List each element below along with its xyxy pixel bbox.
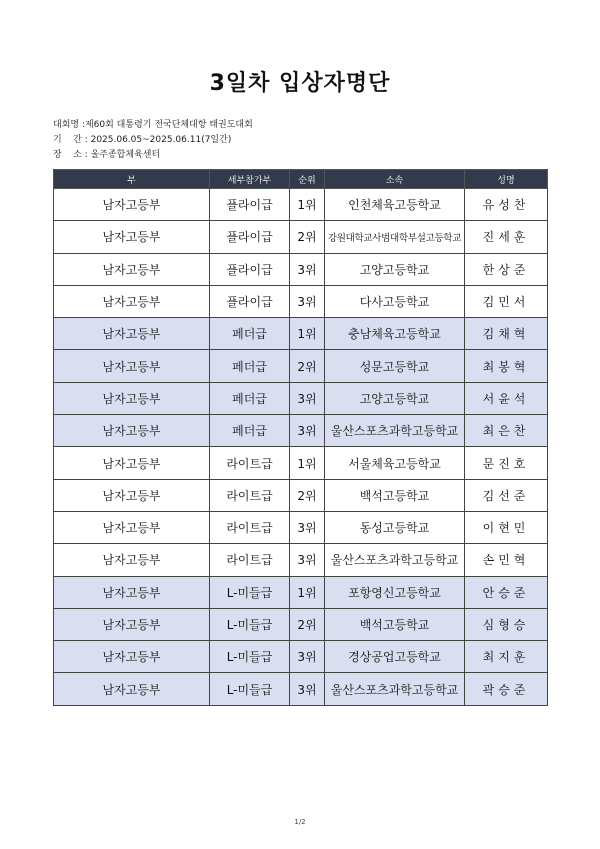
cell-school: 서울체육고등학교 [325,447,465,479]
table-row [54,350,548,382]
cell-division: 남자고등부 [54,350,210,382]
cell-weight: 플라이급 [210,253,290,285]
cell-rank: 1위 [290,447,325,479]
cell-school: 백석고등학교 [325,608,465,640]
cell-weight: 페더급 [210,318,290,350]
table-row [54,576,548,608]
cell-school: 인천체육고등학교 [325,189,465,221]
table-header-row [54,170,548,189]
cell-weight: 페더급 [210,415,290,447]
cell-rank: 1위 [290,576,325,608]
table-row [54,511,548,543]
cell-name: 최은찬 [465,415,548,447]
cell-division: 남자고등부 [54,479,210,511]
cell-weight: 라이트급 [210,447,290,479]
cell-name: 최봉혁 [465,350,548,382]
table-row [54,415,548,447]
cell-rank: 3위 [290,511,325,543]
cell-name: 김채혁 [465,318,548,350]
cell-name: 곽승준 [465,673,548,705]
cell-name: 손민혁 [465,544,548,576]
cell-rank: 2위 [290,479,325,511]
cell-name: 문진호 [465,447,548,479]
cell-name: 김민서 [465,285,548,317]
page-number: 1/2 [294,818,306,826]
cell-weight: L-미들급 [210,673,290,705]
cell-division: 남자고등부 [54,318,210,350]
event-label: 대회명 : [53,120,85,130]
cell-school: 동성고등학교 [325,511,465,543]
cell-division: 남자고등부 [54,415,210,447]
table-row [54,608,548,640]
cell-division: 남자고등부 [54,382,210,414]
cell-name: 김선준 [465,479,548,511]
cell-school: 포항영신고등학교 [325,576,465,608]
cell-weight: 라이트급 [210,544,290,576]
page-title: 3일차 입상자명단 [209,71,391,96]
cell-rank: 1위 [290,318,325,350]
cell-weight: 플라이급 [210,221,290,253]
table-row [54,544,548,576]
cell-school: 울산스포츠과학고등학교 [325,673,465,705]
cell-weight: 플라이급 [210,285,290,317]
table-row [54,318,548,350]
header-division: 부 [54,170,210,189]
cell-rank: 3위 [290,285,325,317]
cell-school: 고양고등학교 [325,253,465,285]
cell-name: 진세훈 [465,221,548,253]
cell-rank: 3위 [290,382,325,414]
cell-weight: 라이트급 [210,479,290,511]
cell-division: 남자고등부 [54,608,210,640]
cell-division: 남자고등부 [54,253,210,285]
cell-weight: L-미들급 [210,576,290,608]
cell-division: 남자고등부 [54,221,210,253]
cell-division: 남자고등부 [54,641,210,673]
cell-name: 심형승 [465,608,548,640]
cell-rank: 3위 [290,253,325,285]
header-name: 성명 [465,170,548,189]
cell-rank: 2위 [290,608,325,640]
cell-school: 충남체육고등학교 [325,318,465,350]
event-value: 제60회 대통령기 전국단체대항 태권도대회 [84,120,253,130]
header-school: 소속 [325,170,465,189]
period-value: 2025.06.05~2025.06.11(7일간) [90,135,232,145]
header-rank: 순위 [290,170,325,189]
cell-name: 한상준 [465,253,548,285]
cell-rank: 3위 [290,415,325,447]
cell-rank: 2위 [290,221,325,253]
cell-weight: 페더급 [210,350,290,382]
cell-name: 최지훈 [465,641,548,673]
header-weight: 세부참가부 [210,170,290,189]
table-row [54,221,548,253]
cell-school: 울산스포츠과학고등학교 [325,415,465,447]
table-row [54,479,548,511]
cell-division: 남자고등부 [54,447,210,479]
cell-division: 남자고등부 [54,673,210,705]
cell-school: 백석고등학교 [325,479,465,511]
cell-rank: 1위 [290,189,325,221]
cell-rank: 3위 [290,641,325,673]
cell-name: 서윤석 [465,382,548,414]
cell-school: 경상공업고등학교 [325,641,465,673]
cell-weight: L-미들급 [210,608,290,640]
venue-info [53,147,160,160]
cell-school: 성문고등학교 [325,350,465,382]
cell-school: 다사고등학교 [325,285,465,317]
cell-division: 남자고등부 [54,285,210,317]
event-info [53,117,253,130]
cell-weight: 플라이급 [210,189,290,221]
table-row [54,189,548,221]
cell-school: 고양고등학교 [325,382,465,414]
winners-table [53,169,548,706]
cell-weight: L-미들급 [210,641,290,673]
venue-label: 장 소 : [53,150,91,160]
cell-school: 강원대학교사범대학부설고등학교 [325,221,465,253]
cell-division: 남자고등부 [54,576,210,608]
cell-name: 유성찬 [465,189,548,221]
cell-name: 이현민 [465,511,548,543]
table-row [54,285,548,317]
cell-name: 안승준 [465,576,548,608]
cell-division: 남자고등부 [54,189,210,221]
table-row [54,673,548,705]
period-label: 기 간 : [53,135,91,145]
table-row [54,382,548,414]
table-row [54,253,548,285]
cell-division: 남자고등부 [54,544,210,576]
cell-weight: 라이트급 [210,511,290,543]
table-row [54,447,548,479]
venue-value: 울주종합체육센터 [90,150,161,160]
table-row [54,641,548,673]
cell-weight: 페더급 [210,382,290,414]
cell-rank: 2위 [290,350,325,382]
cell-rank: 3위 [290,544,325,576]
cell-school: 울산스포츠과학고등학교 [325,544,465,576]
cell-division: 남자고등부 [54,511,210,543]
period-info [53,132,231,145]
cell-rank: 3위 [290,673,325,705]
